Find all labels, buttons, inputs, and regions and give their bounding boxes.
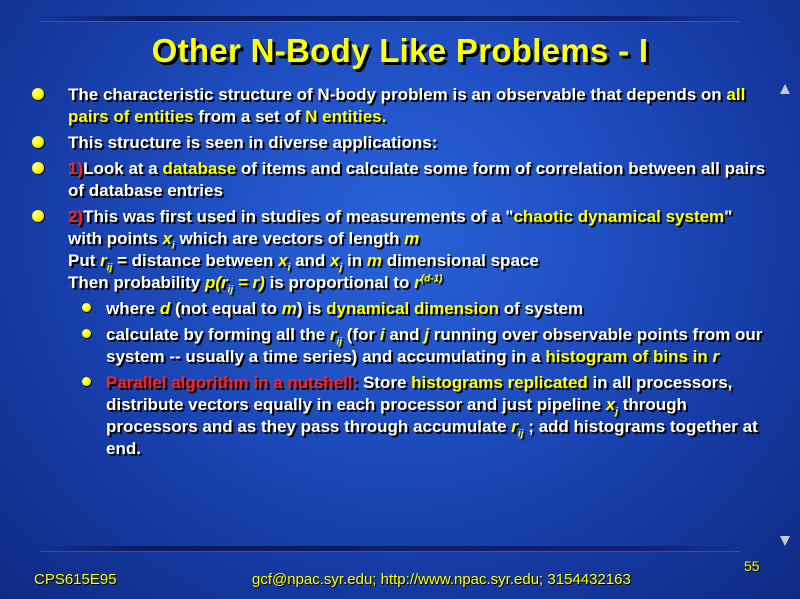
text-run: histogram of bins in — [545, 347, 713, 366]
text-run: and — [384, 325, 425, 344]
text-run: running over observable points from our system -- usually a time series) and accumulating in a — [106, 325, 763, 366]
text-run: = r) — [233, 273, 265, 292]
text-run: x — [278, 251, 288, 270]
bullet-dot-icon — [32, 136, 44, 148]
text-run: m — [281, 299, 297, 318]
bullet-item — [30, 158, 770, 202]
sub-bullet-item — [30, 324, 770, 368]
bullet-dot-icon — [32, 162, 44, 174]
text-run: is proportional to — [264, 273, 415, 292]
bullet-item — [30, 206, 770, 294]
top-divider — [40, 16, 740, 21]
text-run: ij — [517, 428, 524, 440]
sub-bullet-dot-icon — [82, 329, 91, 338]
text-run: Then probability — [68, 273, 205, 292]
text-run: of items and calculate some form of correlation between all pairs of database entries — [68, 159, 766, 200]
slide-title: Other N-Body Like Problems - I — [151, 32, 649, 69]
text-run: in — [342, 251, 367, 270]
bullet-text — [68, 133, 437, 152]
sub-bullet-text — [106, 325, 762, 366]
scroll-down-arrow-icon[interactable] — [780, 536, 790, 546]
text-run: all pairs of entities — [68, 85, 746, 126]
course-code: CPS615E95 — [34, 571, 117, 588]
text-run: j — [424, 325, 429, 344]
text-run: x — [605, 395, 616, 414]
text-run: p(r — [204, 273, 228, 292]
text-run: ; add histograms together at end. — [106, 417, 758, 458]
text-run: from a set of — [193, 107, 306, 126]
text-run: The characteristic structure of N-body problem is an observable that depends on — [68, 85, 727, 104]
sub-bullet-text — [106, 373, 758, 458]
text-run: ) is — [296, 299, 327, 318]
text-run: r — [329, 325, 337, 344]
sub-bullet-text — [106, 299, 583, 318]
text-run: of system — [499, 299, 584, 318]
text-run: database — [162, 159, 237, 178]
text-run: i — [171, 240, 175, 252]
text-run: Look at a — [83, 159, 163, 178]
text-run: ij — [227, 284, 234, 296]
text-run: where — [106, 299, 160, 318]
text-run: i — [287, 262, 291, 274]
text-run: r — [100, 251, 107, 270]
text-run: m — [404, 229, 420, 248]
text-run: r — [511, 417, 518, 436]
text-run: m — [366, 251, 382, 270]
text-run: " with points — [68, 207, 733, 248]
text-run: dimensional space — [381, 251, 539, 270]
text-run: d — [159, 299, 171, 318]
contact-info: gcf@npac.syr.edu; http://www.npac.syr.edu; 3154432163 — [252, 571, 631, 588]
text-run: r — [712, 347, 720, 366]
text-run: ij — [106, 262, 113, 274]
text-run: N entities. — [305, 107, 387, 126]
scrollbar[interactable] — [780, 84, 790, 546]
bullet-text — [68, 207, 733, 296]
bullet-item — [30, 84, 770, 128]
text-run: r — [414, 273, 421, 292]
text-run: j — [615, 406, 618, 418]
text-run: Parallel algorithm in a nutshell: — [106, 373, 359, 392]
sub-bullet-item — [30, 372, 770, 460]
text-run: (for — [342, 325, 380, 344]
text-run: in all processors, distribute vectors equally in each processor and just pipeline — [106, 373, 733, 414]
text-run: ij — [336, 336, 343, 348]
text-run: and — [290, 251, 331, 270]
bullet-list — [30, 84, 770, 464]
text-run: 2) — [68, 207, 84, 226]
sub-bullet-item — [30, 298, 770, 320]
text-run: histograms replicated — [411, 373, 588, 392]
sub-bullet-dot-icon — [82, 377, 91, 386]
scroll-up-arrow-icon[interactable] — [780, 84, 790, 94]
text-run: x — [162, 229, 172, 248]
text-run: This structure is seen in diverse applications: — [68, 133, 438, 152]
text-run: = distance between — [112, 251, 279, 270]
bottom-divider — [40, 546, 740, 551]
page-number: 55 — [744, 558, 760, 574]
text-run: x — [330, 251, 340, 270]
text-run: which are vectors of length — [174, 229, 405, 248]
bullet-text — [68, 159, 765, 200]
text-run: Store — [358, 373, 412, 392]
text-run: (not equal to — [170, 299, 282, 318]
text-run: j — [339, 262, 343, 274]
bullet-item — [30, 132, 770, 154]
text-run: through processors and as they pass through accumulate — [106, 395, 687, 436]
text-run: (d-1) — [420, 273, 443, 285]
sub-bullet-dot-icon — [82, 303, 91, 312]
text-run: This was first used in studies of measurements of a " — [83, 207, 514, 226]
text-run: i — [379, 325, 385, 344]
text-run: Put — [68, 251, 101, 270]
bullet-text — [68, 85, 745, 126]
text-run: 1) — [68, 159, 84, 178]
text-run: calculate by forming all the — [106, 325, 330, 344]
bullet-dot-icon — [32, 210, 44, 222]
text-run: dynamical dimension — [326, 299, 499, 318]
text-run: chaotic dynamical system — [513, 207, 725, 226]
bullet-dot-icon — [32, 88, 44, 100]
